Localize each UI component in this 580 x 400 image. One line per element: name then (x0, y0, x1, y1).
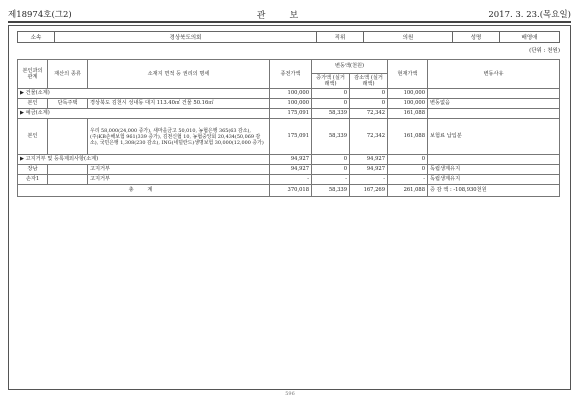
reason-value (428, 89, 560, 99)
issue-number: 제18974호(그2) (8, 10, 72, 20)
increase-value: 0 (312, 155, 350, 165)
increase-value: 0 (312, 165, 350, 175)
table-row (18, 165, 560, 175)
current-value: 161,088 (388, 119, 428, 155)
type-value: 단독주택 (48, 99, 88, 109)
prev-value: 94,927 (270, 155, 312, 165)
row-label: ▶ 건물(소계) (18, 89, 270, 99)
col-detail: 소재지 면적 등 권리의 명세 (88, 60, 270, 89)
detail-value: 경상북도 김천시 성내동 대지 113.40㎡ 건물 50.16㎡ (88, 99, 270, 109)
unit-note: (단위 : 천원) (529, 48, 560, 54)
total-label: 총 계 (18, 185, 270, 197)
decrease-value: 0 (350, 89, 388, 99)
detail-value: 우리 58,000(24,000 증가), 새마을금고 50,010, 농협은행 365(63 감소), (주)KB손해보험 961(339 증가), 김천신협 10, 농협중앙회 20,434(50,069 감소), 국민은행 1,308(230 감소), ING(네덜란드)생명보험 30,000(12,000 증가) (88, 119, 270, 155)
col-reason: 변동사유 (428, 60, 560, 89)
detail-value: 고지거부 (88, 165, 270, 175)
increase-value: 58,339 (312, 119, 350, 155)
decrease-value: - (350, 175, 388, 185)
prev-value: 175,091 (270, 109, 312, 119)
decrease-value: 0 (350, 99, 388, 109)
prev-value: - (270, 175, 312, 185)
decrease-value: 72,342 (350, 119, 388, 155)
total-current: 261,088 (388, 185, 428, 197)
table-row (18, 119, 560, 155)
table-row (18, 99, 560, 109)
total-reason: 증 감 액 : -108,930천원 (428, 185, 560, 197)
increase-value: 58,339 (312, 109, 350, 119)
col-increase: 증가액 (실거래액) (312, 74, 350, 89)
reason-value: 독립생계유지 (428, 165, 560, 175)
current-value: 0 (388, 155, 428, 165)
prev-value: 100,000 (270, 99, 312, 109)
reason-value: 변동없음 (428, 99, 560, 109)
type-value (48, 165, 88, 175)
relation-value: 손자1 (18, 175, 48, 185)
reason-value (428, 109, 560, 119)
table-row (18, 89, 560, 99)
col-change: 변동액(천원) (312, 60, 388, 74)
total-increase: 58,339 (312, 185, 350, 197)
relation-value: 본인 (18, 99, 48, 109)
type-value (48, 119, 88, 155)
table-row (18, 175, 560, 185)
table-row (18, 155, 560, 165)
total-decrease: 167,269 (350, 185, 388, 197)
current-value: 100,000 (388, 99, 428, 109)
row-label: ▶ 고지거부 및 등록제외사항(소계) (18, 155, 270, 165)
gazette-title: 관보 (256, 11, 323, 21)
decrease-value: 94,927 (350, 155, 388, 165)
current-value: 0 (388, 165, 428, 175)
reason-value: 보험료 납입분 (428, 119, 560, 155)
table-row (18, 109, 560, 119)
page-number: 596 (285, 391, 295, 397)
reason-value (428, 155, 560, 165)
prev-value: 94,927 (270, 165, 312, 175)
relation-value: 본인 (18, 119, 48, 155)
affiliation-value: 경상북도의회 (55, 32, 317, 43)
col-decrease: 감소액 (실거래액) (350, 74, 388, 89)
decrease-value: 72,342 (350, 109, 388, 119)
affiliation-label: 소속 (18, 32, 55, 43)
col-current: 현재가액 (388, 60, 428, 89)
current-value: 100,000 (388, 89, 428, 99)
position-value: 의원 (364, 32, 453, 43)
col-relation: 본인과의 관계 (18, 60, 48, 89)
increase-value: 0 (312, 89, 350, 99)
page-header (8, 8, 571, 22)
current-value: 161,088 (388, 109, 428, 119)
col-type: 재산의 종류 (48, 60, 88, 89)
asset-table (17, 59, 560, 197)
increase-value: 0 (312, 99, 350, 109)
position-label: 직위 (317, 32, 364, 43)
header-rule (8, 21, 571, 23)
decrease-value: 94,927 (350, 165, 388, 175)
official-info-table (17, 31, 560, 43)
detail-value: 고지거부 (88, 175, 270, 185)
reason-value: 독립생계유지 (428, 175, 560, 185)
col-prev: 종전가액 (270, 60, 312, 89)
type-value (48, 175, 88, 185)
relation-value: 장남 (18, 165, 48, 175)
prev-value: 100,000 (270, 89, 312, 99)
name-label: 성명 (453, 32, 500, 43)
name-value: 배영애 (500, 32, 560, 43)
row-label: ▶ 예금(소계) (18, 109, 270, 119)
current-value: - (388, 175, 428, 185)
prev-value: 175,091 (270, 119, 312, 155)
total-prev: 370,018 (270, 185, 312, 197)
total-row (18, 185, 560, 197)
increase-value: - (312, 175, 350, 185)
issue-date: 2017. 3. 23.(목요일) (488, 10, 571, 20)
